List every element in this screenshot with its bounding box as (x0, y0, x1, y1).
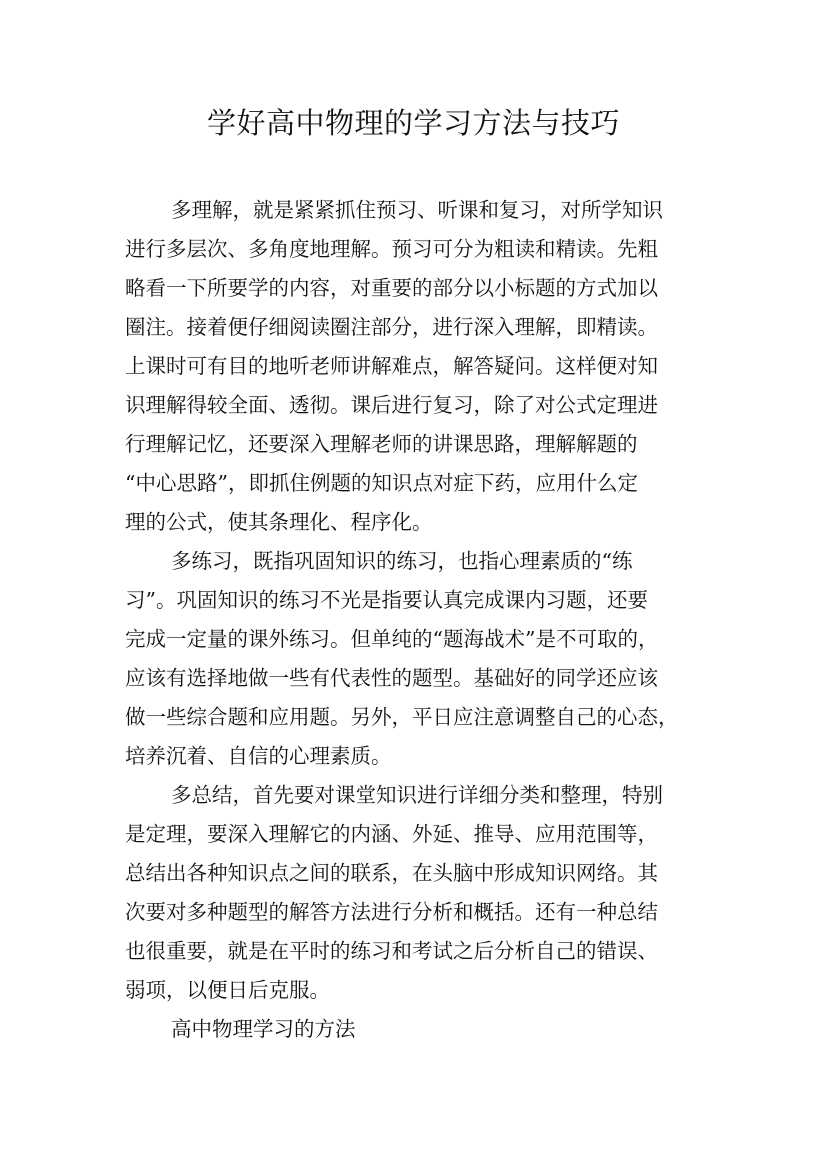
text-line: 弱项，以便日后克服。 (125, 978, 330, 1002)
text-line: 多练习，既指巩固知识的练习，也指心理素质的“练 (171, 549, 633, 573)
text-line: 行理解记忆，还要深入理解老师的讲课思路，理解解题的 (125, 432, 638, 456)
document-body (125, 191, 715, 1049)
text-line: 做一些综合题和应用题。另外，平日应注意调整自己的心态， (125, 705, 679, 729)
document-title: 学好高中物理的学习方法与技巧 (206, 106, 620, 140)
text-line: 上课时可有目的地听老师讲解难点，解答疑问。这样便对知 (125, 354, 658, 378)
text-line: “中心思路”，即抓住例题的知识点对症下药，应用什么定 (125, 471, 638, 495)
text-line: 是定理，要深入理解它的内涵、外延、推导、应用范围等， (125, 822, 658, 846)
text-line: 也很重要，就是在平时的练习和考试之后分析自己的错误、 (125, 939, 658, 963)
text-line: 理的公式，使其条理化、程序化。 (125, 510, 433, 534)
text-line: 培养沉着、自信的心理素质。 (125, 744, 392, 768)
text-line: 多总结，首先要对课堂知识进行详细分类和整理，特别 (171, 783, 663, 807)
text-line: 进行多层次、多角度地理解。预习可分为粗读和精读。先粗 (125, 237, 658, 261)
text-line: 总结出各种知识点之间的联系，在头脑中形成知识网络。其 (125, 861, 658, 885)
text-line: 圈注。接着便仔细阅读圈注部分，进行深入理解，即精读。 (125, 315, 658, 339)
text-line: 多理解，就是紧紧抓住预习、听课和复习，对所学知识 (171, 198, 663, 222)
text-line: 识理解得较全面、透彻。课后进行复习，除了对公式定理进 (125, 393, 658, 417)
text-line: 完成一定量的课外练习。但单纯的“题海战术”是不可取的， (125, 627, 659, 651)
text-line: 习”。巩固知识的练习不光是指要认真完成课内习题，还要 (125, 588, 648, 612)
text-line: 高中物理学习的方法 (171, 1017, 356, 1041)
text-line: 次要对多种题型的解答方法进行分析和概括。还有一种总结 (125, 900, 658, 924)
text-line: 略看一下所要学的内容，对重要的部分以小标题的方式加以 (125, 276, 658, 300)
text-line: 应该有选择地做一些有代表性的题型。基础好的同学还应该 (125, 666, 658, 690)
